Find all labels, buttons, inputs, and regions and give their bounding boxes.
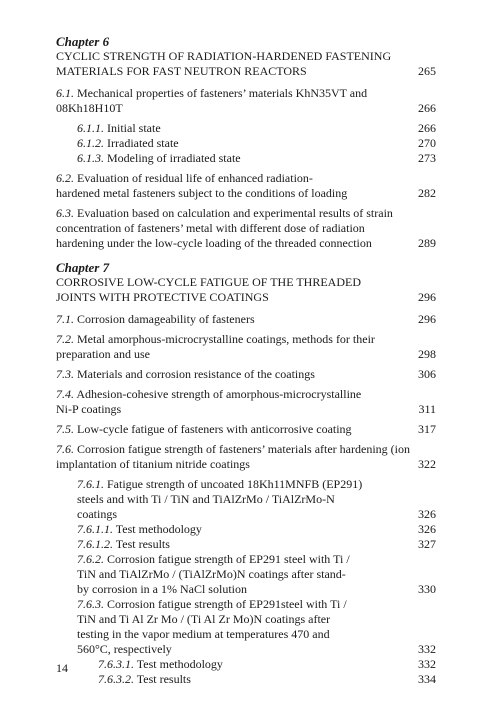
section-title: Irradiated state [104, 136, 179, 150]
section-number: 7.6. [56, 442, 74, 456]
page-ref: 322 [418, 457, 436, 471]
section-title: Corrosion fatigue strength of fasteners’ materials after hardening (ion implantation of titanium nitride coatings [56, 442, 410, 471]
section-number: 7.6.3. [77, 597, 104, 611]
toc-entry[interactable] [56, 552, 436, 597]
toc-entry[interactable] [56, 312, 436, 327]
chapter-7-heading [56, 260, 436, 305]
page-ref: 326 [418, 507, 436, 521]
table-of-contents [56, 34, 436, 687]
section-title: Corrosion fatigue strength of EP291steel with Ti / TiN and Ti Al Zr Mo / (Ti Al Zr Mo)N coatings after testing in the vapor medium at temperatures 470 and 560°C, respectively [77, 597, 347, 656]
section-number: 6.1. [56, 86, 74, 100]
section-title: Fatigue strength of uncoated 18Kh11MNFB (EP291) steels and with Ti / TiN and TiAlZrMo / TiAlZrMo-N coatings [77, 477, 363, 521]
page-ref: 306 [418, 367, 436, 381]
toc-entry[interactable] [56, 332, 436, 362]
toc-entry[interactable] [56, 86, 436, 116]
page-ref: 266 [418, 121, 436, 135]
chapter-title-line: MATERIALS FOR FAST NEUTRON REACTORS [56, 64, 307, 78]
toc-entry[interactable] [56, 387, 436, 417]
section-number: 7.6.3.1. [98, 657, 134, 671]
chapter-6-heading [56, 34, 436, 79]
chapter-title-line: CYCLIC STRENGTH OF RADIATION-HARDENED FASTENING [56, 49, 392, 63]
page-ref: 326 [418, 522, 436, 536]
section-title: Test methodology [134, 657, 223, 671]
toc-entry[interactable] [56, 477, 436, 522]
section-title: Evaluation based on calculation and experimental results of strain concentration of fasteners’ metal with different dose of radiation hardening under the low-cycle loading of the threaded connection [56, 206, 393, 250]
page-ref: 265 [418, 64, 436, 78]
toc-entry[interactable] [56, 206, 436, 251]
section-number: 6.3. [56, 206, 74, 220]
toc-entry[interactable] [56, 136, 436, 151]
toc-entry[interactable] [56, 657, 436, 672]
toc-entry[interactable] [56, 522, 436, 537]
toc-entry[interactable] [56, 151, 436, 166]
section-title: Corrosion fatigue strength of EP291 steel with Ti / TiN and TiAlZrMo / (TiAlZrMo)N coatings after stand-by corrosion in a 1% NaCl solution [77, 552, 350, 596]
page-ref: 289 [418, 236, 436, 250]
section-number: 7.3. [56, 367, 74, 381]
toc-entry[interactable] [56, 422, 436, 437]
page-ref: 266 [418, 101, 436, 115]
section-number: 6.1.1. [77, 121, 104, 135]
page-ref: 330 [418, 582, 436, 596]
page-ref: 298 [418, 347, 436, 361]
page-ref: 327 [418, 537, 436, 551]
section-number: 7.4. [56, 387, 74, 401]
page-number: 14 [56, 661, 68, 675]
section-number: 7.6.1.2. [77, 537, 113, 551]
page-ref: 334 [418, 672, 436, 686]
section-number: 7.5. [56, 422, 74, 436]
section-title: Test results [113, 537, 170, 551]
page-ref: 273 [418, 151, 436, 165]
section-number: 6.1.2. [77, 136, 104, 150]
section-title: Low-cycle fatigue of fasteners with anticorrosive coating [74, 422, 352, 436]
page-ref: 317 [418, 422, 436, 436]
page-ref: 296 [418, 290, 436, 304]
section-title: Materials and corrosion resistance of the coatings [74, 367, 315, 381]
page-ref: 296 [418, 312, 436, 326]
toc-entry[interactable] [56, 171, 436, 201]
page-ref: 270 [418, 136, 436, 150]
section-number: 7.1. [56, 312, 74, 326]
toc-entry[interactable] [56, 672, 436, 687]
section-title: Adhesion-cohesive strength of amorphous-microcrystalline Ni-P coatings [56, 387, 362, 416]
section-number: 7.6.2. [77, 552, 104, 566]
section-title: Test results [134, 672, 191, 686]
section-title: Modeling of irradiated state [104, 151, 241, 165]
section-number: 6.1.3. [77, 151, 104, 165]
section-number: 7.2. [56, 332, 74, 346]
section-number: 7.6.1. [77, 477, 104, 491]
page-ref: 332 [418, 642, 436, 656]
toc-entry[interactable] [56, 442, 436, 472]
section-number: 7.6.1.1. [77, 522, 113, 536]
page-ref: 332 [418, 657, 436, 671]
chapter-title-entry[interactable] [56, 290, 436, 305]
chapter-label: Chapter 7 [56, 260, 110, 275]
toc-entry[interactable] [56, 367, 436, 382]
chapter-label: Chapter 6 [56, 34, 110, 49]
chapter-title-line: JOINTS WITH PROTECTIVE COATINGS [56, 290, 269, 304]
section-title: Initial state [104, 121, 161, 135]
section-title: Corrosion damageability of fasteners [74, 312, 255, 326]
toc-entry[interactable] [56, 597, 436, 657]
toc-entry[interactable] [56, 537, 436, 552]
section-title: Evaluation of residual life of enhanced radiation-hardened metal fasteners subject to the conditions of loading [56, 171, 348, 200]
section-title: Mechanical properties of fasteners’ materials KhN35VT and 08Kh18H10T [56, 86, 368, 115]
chapter-title-entry[interactable] [56, 64, 436, 79]
section-number: 7.6.3.2. [98, 672, 134, 686]
section-number: 6.2. [56, 171, 74, 185]
toc-entry[interactable] [56, 121, 436, 136]
chapter-title-line: CORROSIVE LOW-CYCLE FATIGUE OF THE THREADED [56, 275, 361, 289]
section-title: Metal amorphous-microcrystalline coatings, methods for their preparation and use [56, 332, 375, 361]
section-title: Test methodology [113, 522, 202, 536]
page-ref: 311 [418, 402, 436, 416]
page-ref: 282 [418, 186, 436, 200]
